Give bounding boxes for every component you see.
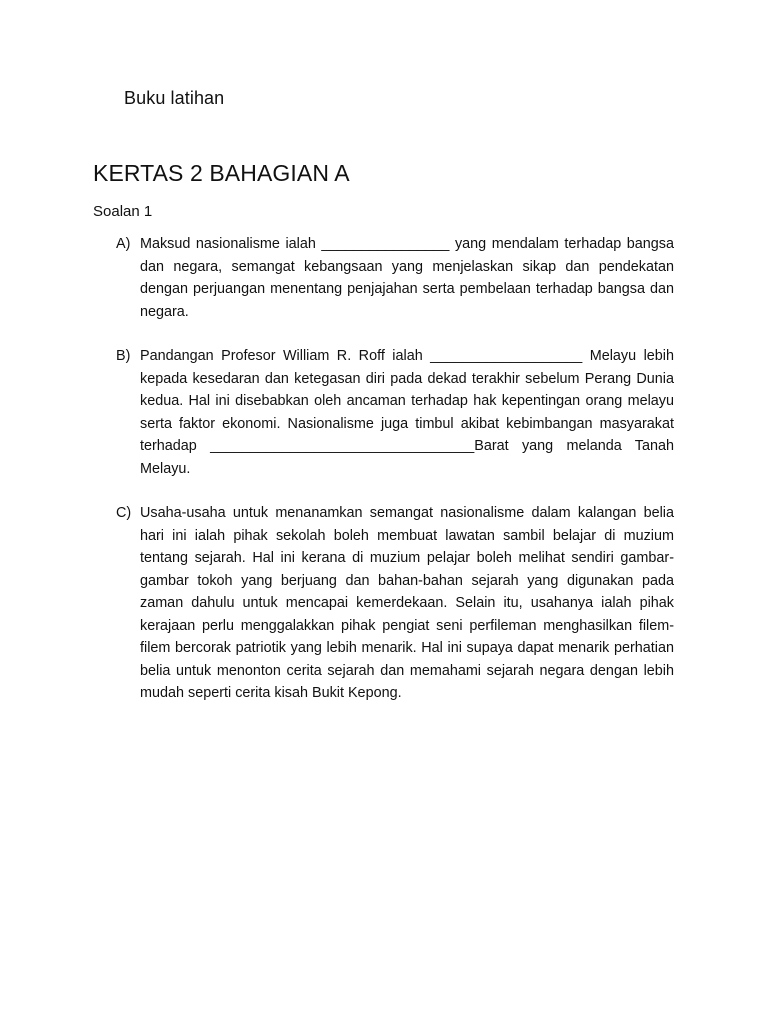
question-label: Soalan 1 (93, 203, 153, 220)
item-marker-b: B) (116, 348, 131, 364)
question-item-b (116, 345, 674, 480)
document-subtitle: Buku latihan (124, 88, 225, 108)
item-text-a: Maksud nasionalisme ialah ________________ yang mendalam terhadap bangsa dan negara, semangat kebangsaan yang menjelaskan sikap dan pendekatan dengan perjuangan menentang penjajahan serta pembelaan terhadap bangsa dan negara. (140, 236, 674, 320)
item-marker-c: C) (116, 505, 132, 521)
item-text-b: Pandangan Profesor William R. Roff ialah ___________________ Melayu lebih kepada kesedaran dan ketegasan diri pada dekad terakhir sebelum Perang Dunia kedua. Hal ini disebabkan oleh ancaman terhadap hak kepentingan orang melayu serta faktor ekonomi. Nasionalisme juga timbul akibat kebimbangan masyarakat terhadap _________________________________Barat yang melanda Tanah Melayu. (140, 348, 674, 477)
question-item-c (116, 502, 674, 705)
item-text-c: Usaha-usaha untuk menanamkan semangat nasionalisme dalam kalangan belia hari ini ialah pihak sekolah boleh membuat lawatan sambil belajar di muzium tentang sejarah. Hal ini kerana di muzium pelajar boleh melihat sendiri gambar-gambar tokoh yang berjuang dan bahan-bahan sejarah yang digunakan pada zaman dahulu untuk mencapai kemerdekaan. Selain itu, usahanya ialah pihak kerajaan perlu menggalakkan pihak pengiat seni perfileman menghasilkan filem-filem bercorak patriotik yang lebih menarik. Hal ini supaya dapat menarik perhatian belia untuk menonton cerita sejarah dan memahami sejarah negara dengan lebih mudah seperti cerita kisah Bukit Kepong. (140, 505, 674, 701)
item-marker-a: A) (116, 236, 131, 252)
document-title: KERTAS 2 BAHAGIAN A (93, 160, 350, 186)
question-item-a (116, 233, 674, 323)
